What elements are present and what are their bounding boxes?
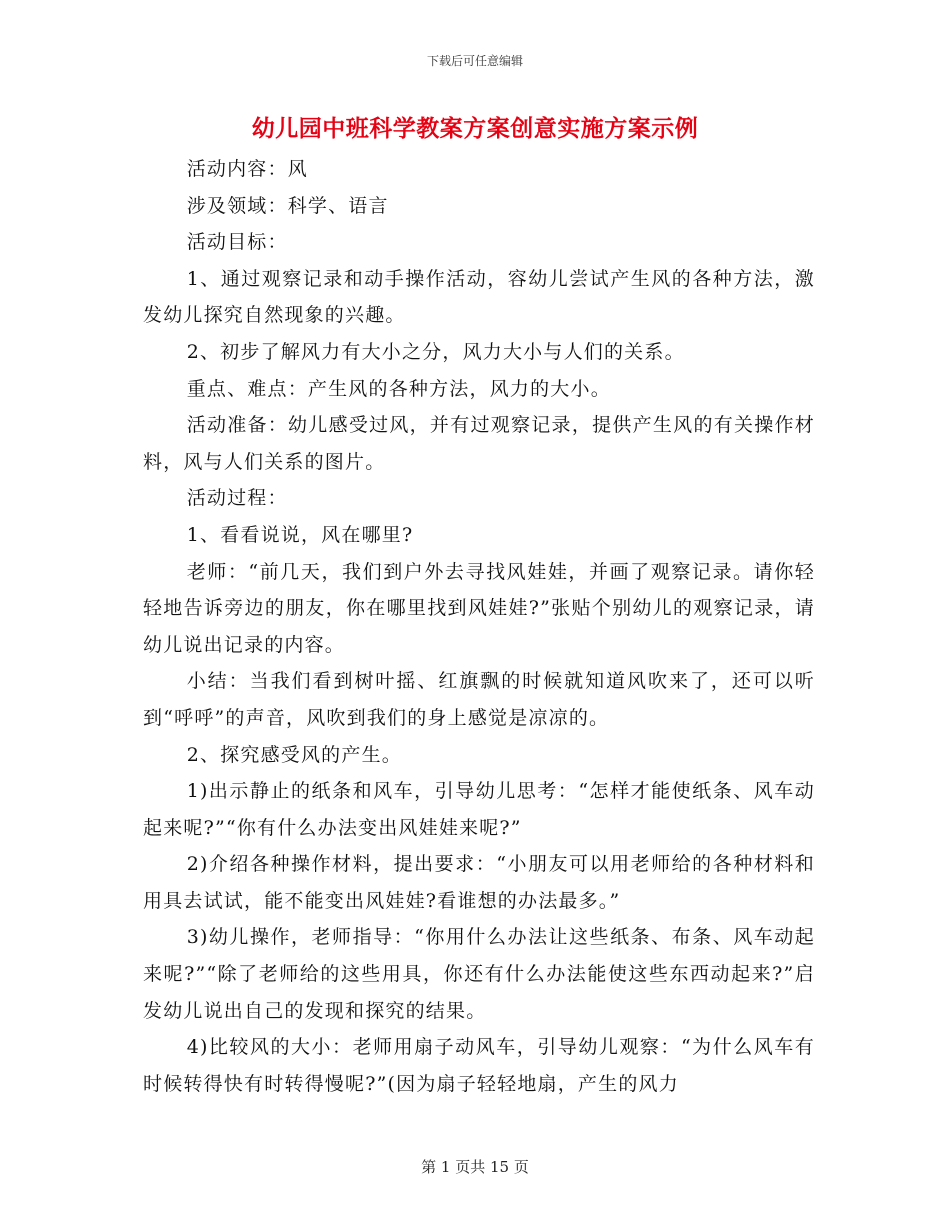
paragraph-substep-1: 1)出示静止的纸条和风车，引导幼儿思考：“怎样才能使纸条、风车动起来呢?”“你有什么办法变出风娃娃来呢?” [143, 780, 815, 839]
paragraph-substep-3: 3)幼儿操作，老师指导：“你用什么办法让这些纸条、布条、风车动起来呢?”“除了老师给的这些用具，你还有什么办法能使这些东西动起来?”启发幼儿说出自己的发现和探究的结果。 [143, 926, 815, 1022]
paragraph-step-1: 1、看看说说，风在哪里? [186, 523, 414, 546]
paragraph-preparation: 活动准备：幼儿感受过风，并有过观察记录，提供产生风的有关操作材料，风与人们关系的图片。 [143, 414, 815, 473]
document-body [143, 151, 815, 1102]
paragraph-summary: 小结：当我们看到树叶摇、红旗飘的时候就知道风吹来了，还可以听到“呼呼”的声音，风吹到我们的身上感觉是凉凉的。 [143, 670, 815, 729]
paragraph-teacher-talk: 老师：“前几天，我们到户外去寻找风娃娃，并画了观察记录。请你轻轻地告诉旁边的朋友，你在哪里找到风娃娃?”张贴个别幼儿的观察记录，请幼儿说出记录的内容。 [143, 560, 815, 656]
paragraph-substep-4: 4)比较风的大小：老师用扇子动风车，引导幼儿观察：“为什么风车有时候转得快有时转得慢呢?”(因为扇子轻轻地扇，产生的风力 [143, 1036, 815, 1095]
page-number: 第 1 页共 15 页 [421, 1158, 529, 1176]
paragraph-process-heading: 活动过程： [186, 487, 288, 510]
paragraph-goal-2: 2、初步了解风力有大小之分，风力大小与人们的关系。 [186, 340, 685, 363]
paragraph-domain: 涉及领域：科学、语言 [186, 194, 389, 217]
paragraph-goal-heading: 活动目标： [186, 231, 288, 254]
paragraph-step-2: 2、探究感受风的产生。 [186, 743, 402, 766]
header-note: 下载后可任意编辑 [426, 54, 523, 68]
document-title: 幼儿园中班科学教案方案创意实施方案示例 [251, 115, 699, 142]
paragraph-activity-content: 活动内容：风 [186, 158, 308, 180]
paragraph-goal-1: 1、通过观察记录和动手操作活动，容幼儿尝试产生风的各种方法，激发幼儿探究自然现象的兴趣。 [143, 267, 815, 327]
paragraph-substep-2: 2)介绍各种操作材料，提出要求：“小朋友可以用老师给的各种材料和用具去试试，能不能变出风娃娃?看谁想的办法最多。” [143, 853, 815, 912]
paragraph-key-points: 重点、难点：产生风的各种方法，风力的大小。 [186, 377, 611, 400]
